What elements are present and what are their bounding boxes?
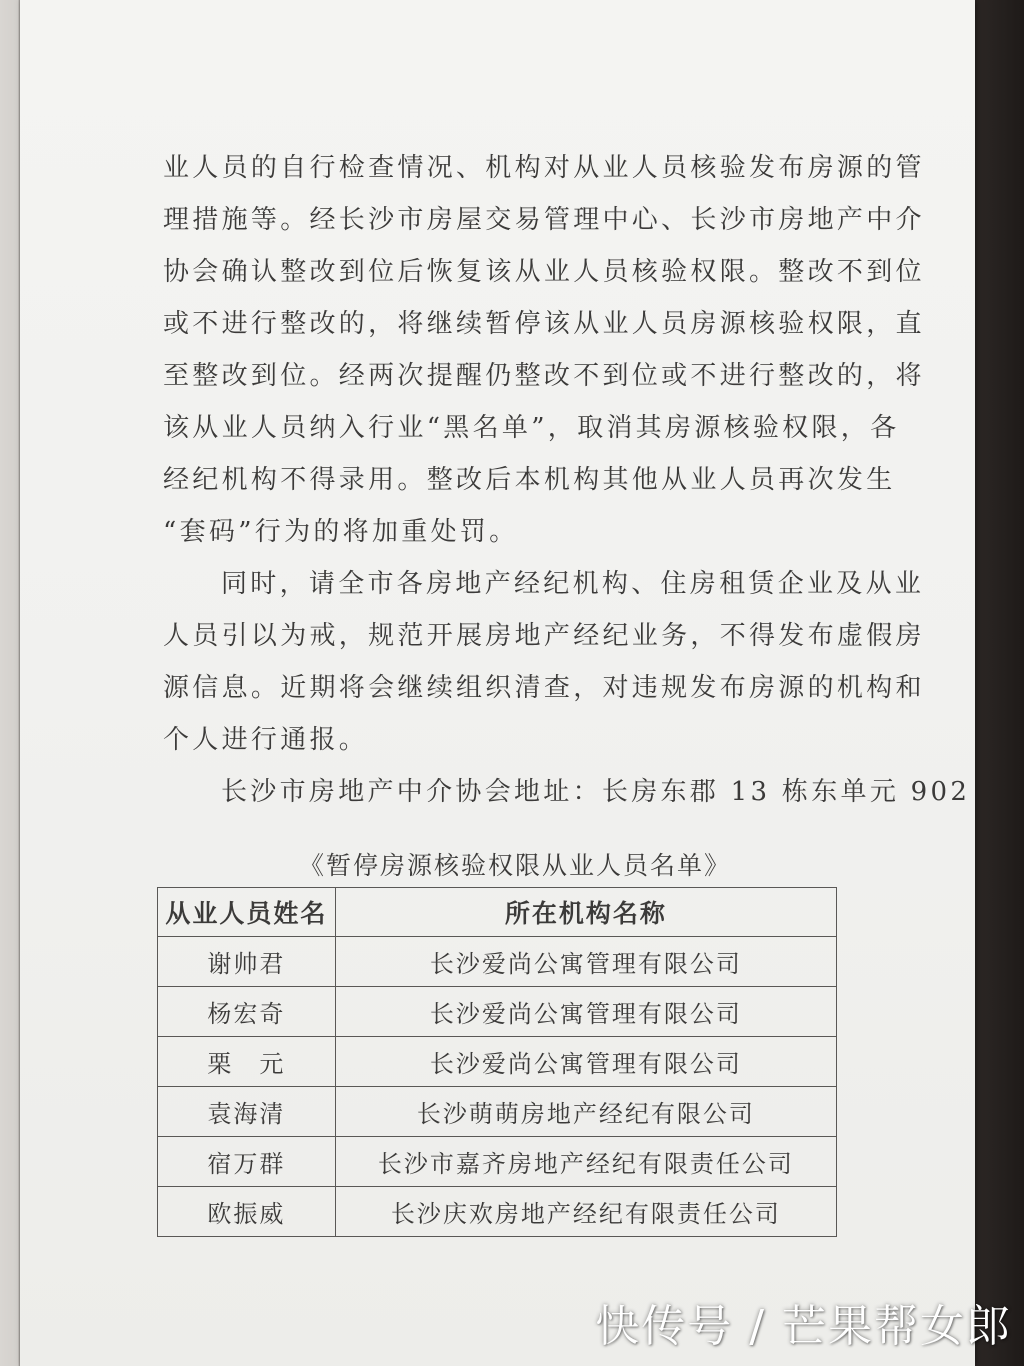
document-body xyxy=(163,142,971,818)
table-row xyxy=(158,1087,837,1137)
body-line: 经纪机构不得录用。整改后本机构其他从业人员再次发生 xyxy=(163,465,896,495)
organization-cell: 长沙爱尚公寓管理有限公司 xyxy=(335,937,836,987)
address-line: 长沙市房地产中介协会地址：长房东郡 13 栋东单元 902 xyxy=(221,777,971,807)
organization-cell: 长沙萌萌房地产经纪有限公司 xyxy=(335,1087,836,1137)
body-line: 理措施等。经长沙市房屋交易管理中心、长沙市房地产中介 xyxy=(163,205,925,235)
body-line: 协会确认整改到位后恢复该从业人员核验权限。整改不到位 xyxy=(163,257,925,287)
staff-name-cell: 欧振威 xyxy=(158,1187,336,1237)
staff-name-cell: 杨宏奇 xyxy=(158,987,336,1037)
paragraph-2 xyxy=(163,558,925,766)
organization-cell: 长沙市嘉齐房地产经纪有限责任公司 xyxy=(335,1137,836,1187)
body-line: 同时，请全市各房地产经纪机构、住房租赁企业及从业 xyxy=(221,569,925,599)
body-line: 人员引以为戒，规范开展房地产经纪业务，不得发布虚假房 xyxy=(163,621,925,651)
organization-cell: 长沙爱尚公寓管理有限公司 xyxy=(335,1037,836,1087)
staff-name-cell: 宿万群 xyxy=(158,1137,336,1187)
body-line: 源信息。近期将会继续组织清查，对违规发布房源的机构和 xyxy=(163,673,925,703)
table-row xyxy=(158,1037,837,1087)
source-watermark: 快传号 / 芒果帮女郎 xyxy=(595,1301,1012,1352)
body-line: 业人员的自行检查情况、机构对从业人员核验发布房源的管 xyxy=(163,153,925,183)
suspended-staff-table xyxy=(157,887,837,1237)
body-line: 个人进行通报。 xyxy=(163,725,369,755)
staff-name-cell: 袁海清 xyxy=(158,1087,336,1137)
table-header-row xyxy=(158,888,837,937)
header-organization: 所在机构名称 xyxy=(335,888,836,937)
paragraph-1 xyxy=(163,142,925,558)
table-caption: 《暂停房源核验权限从业人员名单》 xyxy=(298,851,731,880)
body-line: 至整改到位。经两次提醒仍整改不到位或不进行整改的，将 xyxy=(163,361,925,391)
body-line: 该从业人员纳入行业“黑名单”，取消其房源核验权限，各 xyxy=(163,413,900,443)
organization-cell: 长沙庆欢房地产经纪有限责任公司 xyxy=(335,1187,836,1237)
staff-name-cell: 栗 元 xyxy=(158,1037,336,1087)
table-row xyxy=(158,987,837,1037)
document-page xyxy=(20,0,975,1366)
table-row xyxy=(158,1137,837,1187)
body-line: “套码”行为的将加重处罚。 xyxy=(163,517,519,547)
organization-cell: 长沙爱尚公寓管理有限公司 xyxy=(335,987,836,1037)
table-row xyxy=(158,937,837,987)
header-staff-name: 从业人员姓名 xyxy=(158,888,336,937)
table-row xyxy=(158,1187,837,1237)
body-line: 或不进行整改的，将继续暂停该从业人员房源核验权限，直 xyxy=(163,309,925,339)
staff-name-cell: 谢帅君 xyxy=(158,937,336,987)
